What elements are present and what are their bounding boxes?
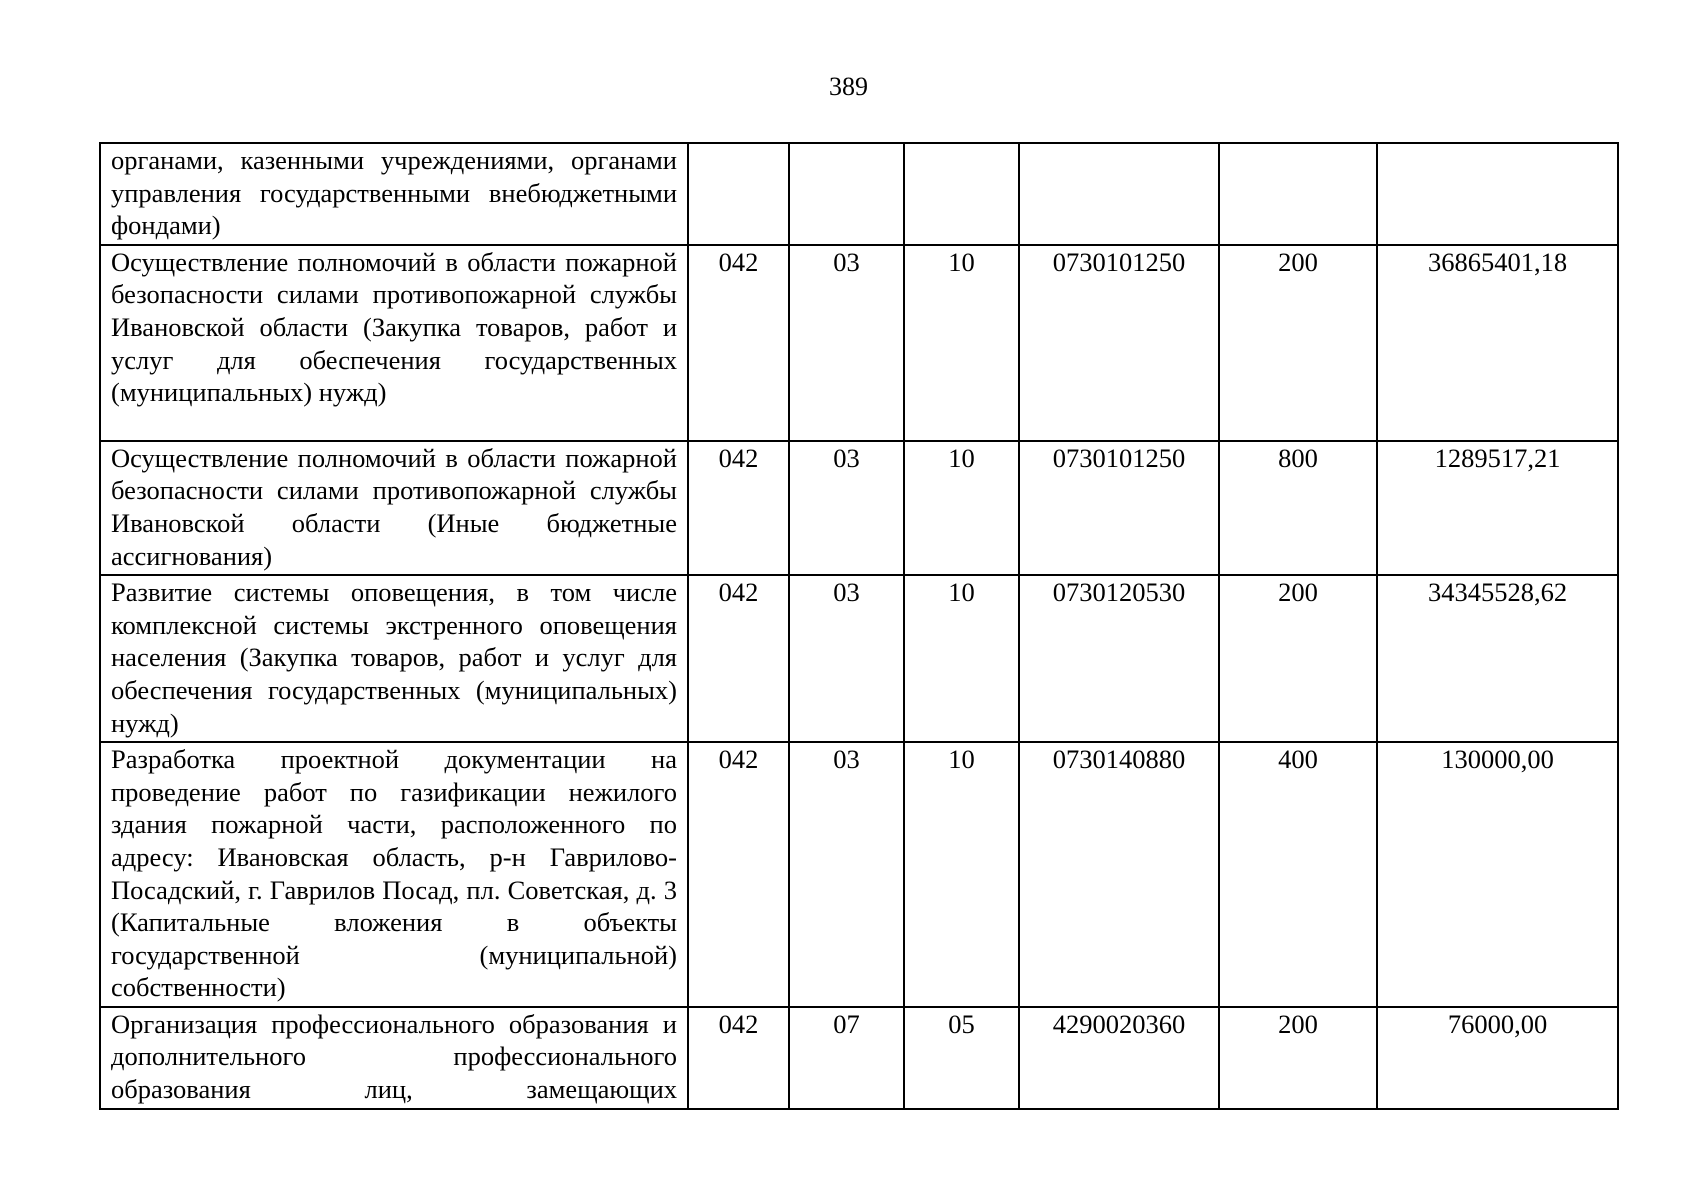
subsection-code: 10 xyxy=(904,441,1019,575)
target-article-code: 4290020360 xyxy=(1019,1007,1219,1109)
expense-type-code: 200 xyxy=(1219,1007,1377,1109)
section-code: 03 xyxy=(789,245,904,441)
table-row xyxy=(100,742,1618,1007)
subsection-code: 10 xyxy=(904,575,1019,742)
table-row xyxy=(100,245,1618,441)
expense-type-code: 800 xyxy=(1219,441,1377,575)
table-row xyxy=(100,575,1618,742)
ministry-code: 042 xyxy=(688,1007,789,1109)
row-description: Осуществление полномочий в области пожарной безопасности силами противопожарной службы Ивановской области (Иные бюджетные ассигнования) xyxy=(100,441,688,575)
subsection-code: 10 xyxy=(904,742,1019,1007)
expense-type-code: 200 xyxy=(1219,245,1377,441)
amount-value: 36865401,18 xyxy=(1377,245,1618,441)
expense-type-code: 400 xyxy=(1219,742,1377,1007)
amount-value: 1289517,21 xyxy=(1377,441,1618,575)
expense-type-code: 200 xyxy=(1219,575,1377,742)
expense-type-code xyxy=(1219,143,1377,245)
amount-value xyxy=(1377,143,1618,245)
subsection-code xyxy=(904,143,1019,245)
section-code: 03 xyxy=(789,575,904,742)
amount-value: 34345528,62 xyxy=(1377,575,1618,742)
ministry-code: 042 xyxy=(688,245,789,441)
ministry-code: 042 xyxy=(688,742,789,1007)
row-description: органами, казенными учреждениями, органами управления государственными внебюджетными фондами) xyxy=(100,143,688,245)
ministry-code: 042 xyxy=(688,575,789,742)
row-description: Осуществление полномочий в области пожарной безопасности силами противопожарной службы Ивановской области (Закупка товаров, работ и услуг для обеспечения государственных (муниципальных) нужд) xyxy=(100,245,688,441)
subsection-code: 10 xyxy=(904,245,1019,441)
target-article-code: 0730140880 xyxy=(1019,742,1219,1007)
ministry-code: 042 xyxy=(688,441,789,575)
section-code: 03 xyxy=(789,742,904,1007)
section-code: 07 xyxy=(789,1007,904,1109)
budget-table xyxy=(99,142,1619,1110)
target-article-code: 0730120530 xyxy=(1019,575,1219,742)
table-row xyxy=(100,1007,1618,1109)
section-code xyxy=(789,143,904,245)
target-article-code: 0730101250 xyxy=(1019,245,1219,441)
section-code: 03 xyxy=(789,441,904,575)
row-description: Развитие системы оповещения, в том числе комплексной системы экстренного оповещения населения (Закупка товаров, работ и услуг для обеспечения государственных (муниципальных) нужд) xyxy=(100,575,688,742)
ministry-code xyxy=(688,143,789,245)
amount-value: 76000,00 xyxy=(1377,1007,1618,1109)
amount-value: 130000,00 xyxy=(1377,742,1618,1007)
row-description: Организация профессионального образования и дополнительного профессионального образования лиц, замещающих xyxy=(100,1007,688,1109)
subsection-code: 05 xyxy=(904,1007,1019,1109)
page-number: 389 xyxy=(829,72,868,101)
target-article-code xyxy=(1019,143,1219,245)
target-article-code: 0730101250 xyxy=(1019,441,1219,575)
table-row xyxy=(100,441,1618,575)
table-row xyxy=(100,143,1618,245)
row-description: Разработка проектной документации на проведение работ по газификации нежилого здания пожарной части, расположенного по адресу: Ивановская область, р-н Гаврилово-Посадский, г. Гаврилов Посад, пл. Советская, д. 3 (Капитальные вложения в объекты государственной (муниципальной) собственности) xyxy=(100,742,688,1007)
